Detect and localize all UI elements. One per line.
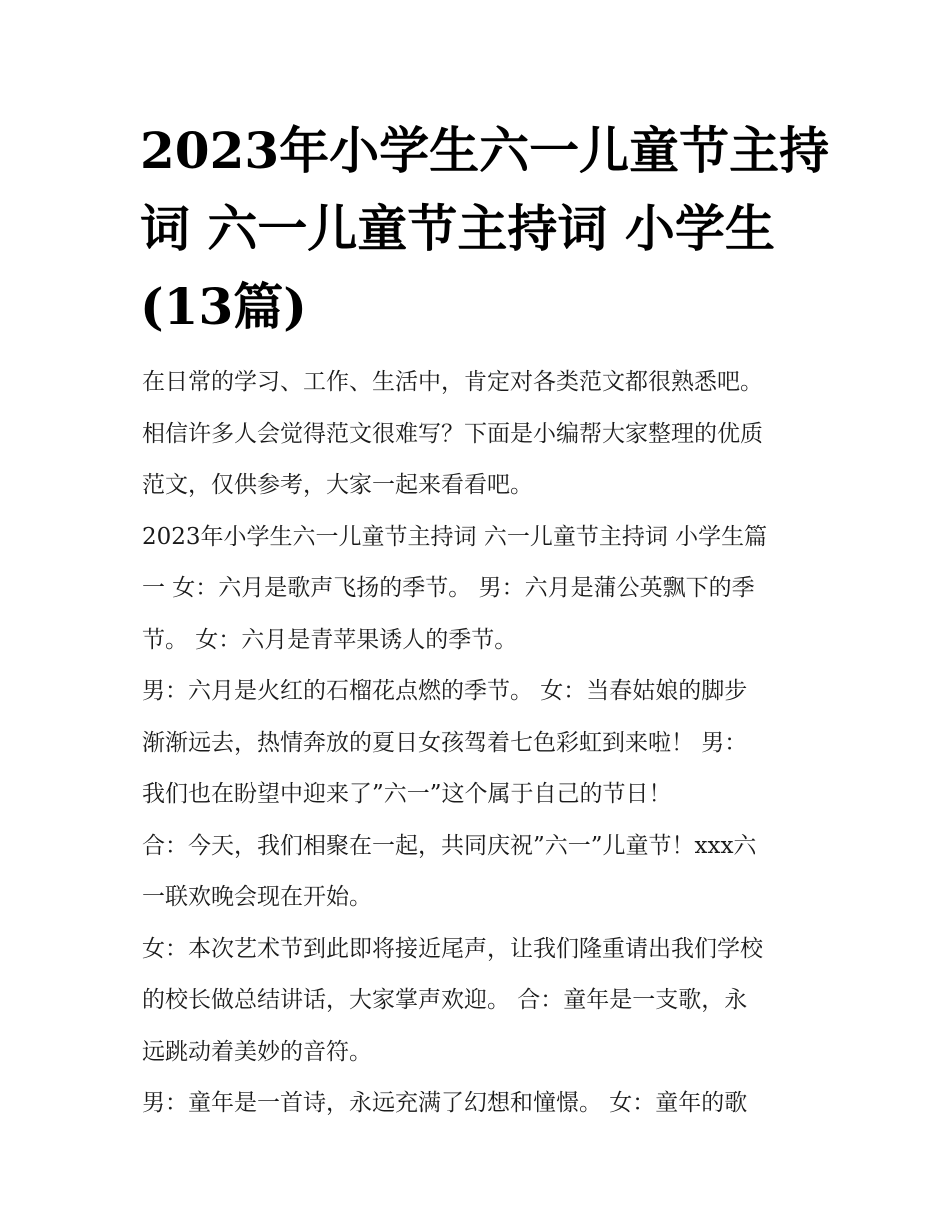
document-title bbox=[140, 112, 830, 346]
body-line: 男：六月是火红的石榴花点燃的季节。 女：当春姑娘的脚步 bbox=[142, 678, 748, 704]
body-line: 男：童年是一首诗，永远充满了幻想和憧憬。 女：童年的歌 bbox=[142, 1090, 748, 1116]
body-line: 的校长做总结讲话，大家掌声欢迎。 合：童年是一支歌，永 bbox=[142, 987, 748, 1013]
body-line: 一 女：六月是歌声飞扬的季节。 男：六月是蒲公英飘下的季 bbox=[142, 575, 755, 601]
body-line: 在日常的学习、工作、生活中，肯定对各类范文都很熟悉吧。 bbox=[142, 369, 763, 395]
body-line: 女：本次艺术节到此即将接近尾声，让我们隆重请出我们学校 bbox=[142, 935, 763, 962]
body-line: 2023年小学生六一儿童节主持词 六一儿童节主持词 小学生篇 bbox=[142, 523, 768, 550]
body-line: 范文，仅供参考，大家一起来看看吧。 bbox=[142, 472, 533, 498]
document-body bbox=[142, 357, 822, 1130]
title-line: 词 六一儿童节主持词 小学生 bbox=[140, 199, 775, 258]
body-line: 一联欢晚会现在开始。 bbox=[142, 884, 372, 910]
body-line: 远跳动着美妙的音符。 bbox=[142, 1038, 372, 1065]
body-line: 我们也在盼望中迎来了”六一”这个属于自己的节日！ bbox=[142, 781, 672, 807]
body-line: 合：今天，我们相聚在一起，共同庆祝”六一”儿童节！xxx六 bbox=[142, 832, 757, 859]
body-line: 相信许多人会觉得范文很难写？下面是小编帮大家整理的优质 bbox=[142, 420, 763, 447]
body-line: 渐渐远去，热情奔放的夏日女孩驾着七色彩虹到来啦！ 男： bbox=[142, 729, 748, 756]
body-line: 节。 女：六月是青苹果诱人的季节。 bbox=[142, 626, 518, 653]
title-line: 2023年小学生六一儿童节主持 bbox=[140, 121, 830, 180]
title-line: (13篇) bbox=[140, 277, 307, 336]
